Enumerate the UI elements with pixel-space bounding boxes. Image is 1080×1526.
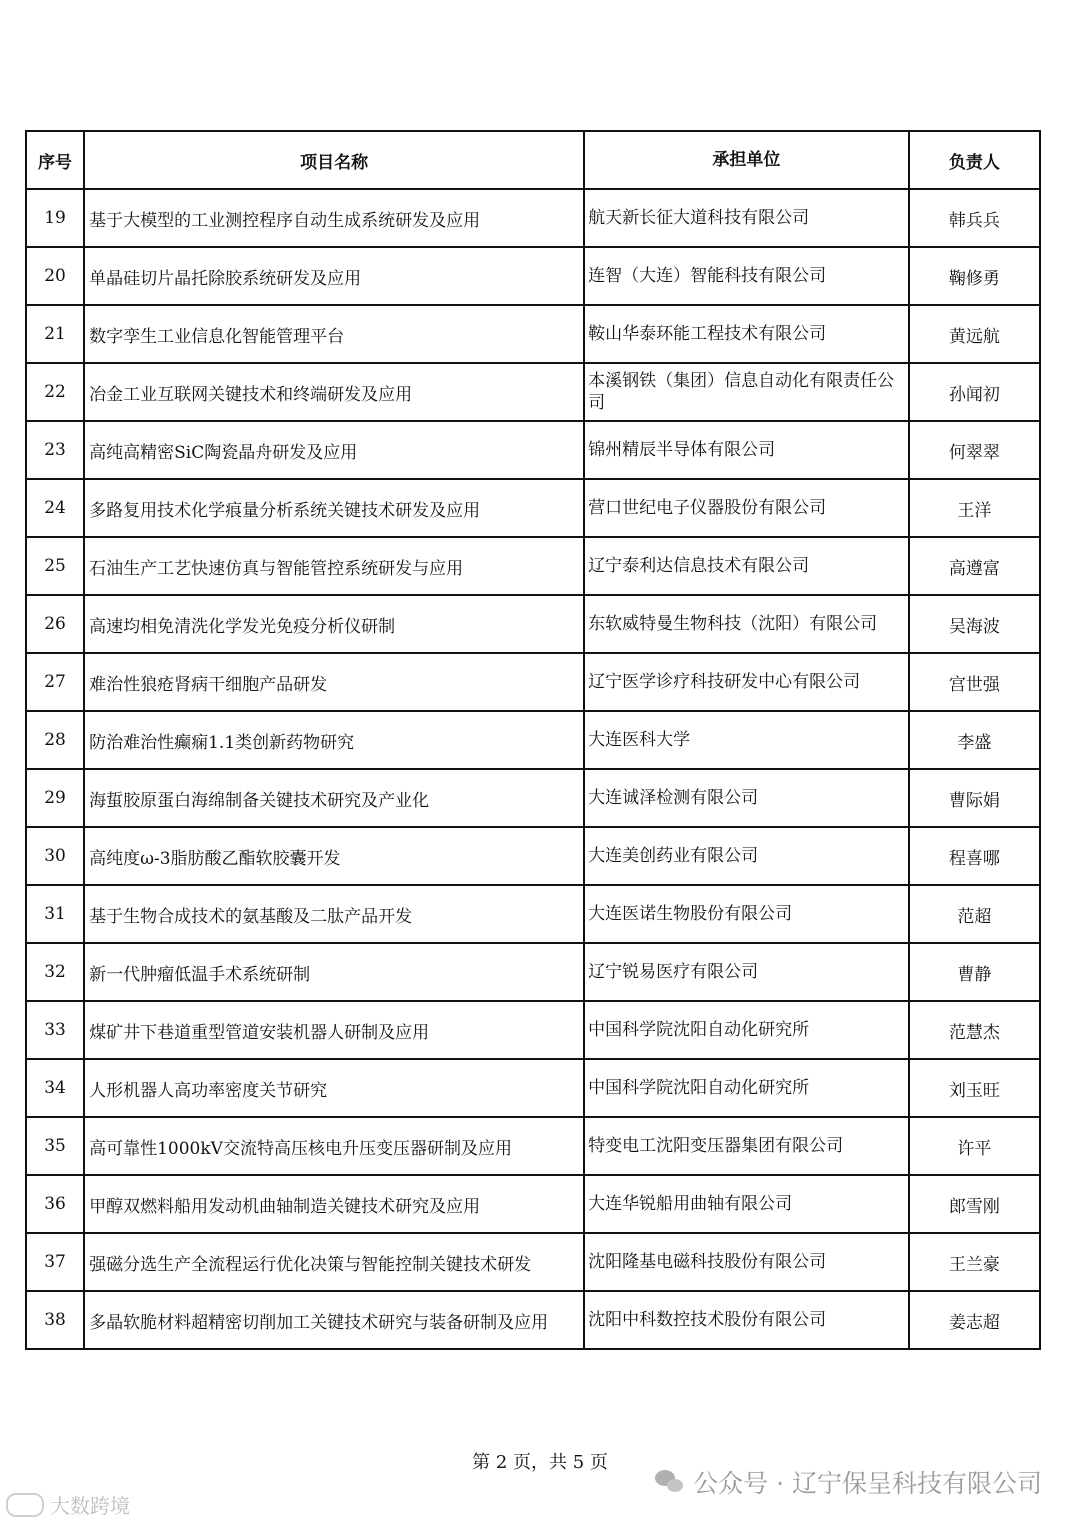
- cell-unit: 东软威特曼生物科技（沈阳）有限公司: [584, 595, 909, 653]
- table-row: [26, 653, 1040, 711]
- cell-no: 36: [26, 1175, 84, 1233]
- table-row: [26, 537, 1040, 595]
- table-row: [26, 1059, 1040, 1117]
- table-row: [26, 421, 1040, 479]
- cell-name: 数字孪生工业信息化智能管理平台: [84, 305, 584, 363]
- page-number: 第 2 页，共 5 页: [472, 1452, 608, 1473]
- cell-no: 38: [26, 1291, 84, 1349]
- cell-unit: 中国科学院沈阳自动化研究所: [584, 1001, 909, 1059]
- table-row: [26, 1117, 1040, 1175]
- cell-name: 甲醇双燃料船用发动机曲轴制造关键技术研究及应用: [84, 1175, 584, 1233]
- logo-icon: [6, 1493, 44, 1517]
- header-name: 项目名称: [84, 131, 584, 189]
- cell-name: 难治性狼疮肾病干细胞产品研发: [84, 653, 584, 711]
- cell-no: 30: [26, 827, 84, 885]
- cell-no: 31: [26, 885, 84, 943]
- table-row: [26, 189, 1040, 247]
- cell-no: 25: [26, 537, 84, 595]
- cell-lead: 范慧杰: [909, 1001, 1040, 1059]
- cell-no: 29: [26, 769, 84, 827]
- cell-unit: 大连华锐船用曲轴有限公司: [584, 1175, 909, 1233]
- cell-name: 基于大模型的工业测控程序自动生成系统研发及应用: [84, 189, 584, 247]
- cell-unit: 锦州精辰半导体有限公司: [584, 421, 909, 479]
- cell-no: 23: [26, 421, 84, 479]
- cell-no: 32: [26, 943, 84, 1001]
- table-row: [26, 827, 1040, 885]
- cell-unit: 大连医科大学: [584, 711, 909, 769]
- table-row: [26, 1001, 1040, 1059]
- cell-lead: 李盛: [909, 711, 1040, 769]
- cell-unit: 辽宁锐易医疗有限公司: [584, 943, 909, 1001]
- cell-unit: 航天新长征大道科技有限公司: [584, 189, 909, 247]
- cell-unit: 特变电工沈阳变压器集团有限公司: [584, 1117, 909, 1175]
- watermark-wechat: [655, 1464, 1042, 1500]
- header-lead: 负责人: [909, 131, 1040, 189]
- cell-lead: 吴海波: [909, 595, 1040, 653]
- header-unit: 承担单位: [584, 131, 909, 189]
- cell-lead: 范超: [909, 885, 1040, 943]
- wechat-icon: [655, 1470, 685, 1494]
- cell-name: 高纯度ω-3脂肪酸乙酯软胶囊开发: [84, 827, 584, 885]
- table-row: [26, 769, 1040, 827]
- cell-unit: 辽宁医学诊疗科技研发中心有限公司: [584, 653, 909, 711]
- cell-unit: 连智（大连）智能科技有限公司: [584, 247, 909, 305]
- cell-lead: 刘玉旺: [909, 1059, 1040, 1117]
- cell-unit: 沈阳中科数控技术股份有限公司: [584, 1291, 909, 1349]
- cell-name: 新一代肿瘤低温手术系统研制: [84, 943, 584, 1001]
- cell-unit: 鞍山华泰环能工程技术有限公司: [584, 305, 909, 363]
- cell-no: 33: [26, 1001, 84, 1059]
- table-row: [26, 595, 1040, 653]
- cell-name: 基于生物合成技术的氨基酸及二肽产品开发: [84, 885, 584, 943]
- cell-unit: 大连医诺生物股份有限公司: [584, 885, 909, 943]
- cell-name: 多晶软脆材料超精密切削加工关键技术研究与装备研制及应用: [84, 1291, 584, 1349]
- cell-no: 35: [26, 1117, 84, 1175]
- cell-no: 27: [26, 653, 84, 711]
- cell-unit: 大连诚泽检测有限公司: [584, 769, 909, 827]
- cell-name: 高纯高精密SiC陶瓷晶舟研发及应用: [84, 421, 584, 479]
- cell-lead: 王兰豪: [909, 1233, 1040, 1291]
- cell-no: 22: [26, 363, 84, 421]
- cell-unit: 大连美创药业有限公司: [584, 827, 909, 885]
- cell-no: 24: [26, 479, 84, 537]
- cell-name: 强磁分选生产全流程运行优化决策与智能控制关键技术研发: [84, 1233, 584, 1291]
- table-row: [26, 943, 1040, 1001]
- cell-lead: 高遵富: [909, 537, 1040, 595]
- table-row: [26, 1291, 1040, 1349]
- cell-lead: 许平: [909, 1117, 1040, 1175]
- header-no: 序号: [26, 131, 84, 189]
- table-body: [26, 189, 1040, 1349]
- cell-name: 多路复用技术化学痕量分析系统关键技术研发及应用: [84, 479, 584, 537]
- cell-name: 单晶硅切片晶托除胶系统研发及应用: [84, 247, 584, 305]
- cell-name: 煤矿井下巷道重型管道安装机器人研制及应用: [84, 1001, 584, 1059]
- table-row: [26, 247, 1040, 305]
- cell-lead: 韩兵兵: [909, 189, 1040, 247]
- cell-lead: 程喜哪: [909, 827, 1040, 885]
- cell-no: 21: [26, 305, 84, 363]
- table-row: [26, 711, 1040, 769]
- cell-name: 防治难治性癫痫1.1类创新药物研究: [84, 711, 584, 769]
- cell-lead: 王洋: [909, 479, 1040, 537]
- watermark-left: [6, 1490, 130, 1519]
- cell-no: 26: [26, 595, 84, 653]
- table-row: [26, 885, 1040, 943]
- cell-unit: 沈阳隆基电磁科技股份有限公司: [584, 1233, 909, 1291]
- cell-unit: 本溪钢铁（集团）信息自动化有限责任公司: [584, 363, 909, 421]
- table-row: [26, 1175, 1040, 1233]
- table-row: [26, 363, 1040, 421]
- cell-name: 高速均相免清洗化学发光免疫分析仪研制: [84, 595, 584, 653]
- cell-no: 34: [26, 1059, 84, 1117]
- cell-no: 37: [26, 1233, 84, 1291]
- cell-name: 高可靠性1000kV交流特高压核电升压变压器研制及应用: [84, 1117, 584, 1175]
- cell-lead: 何翠翠: [909, 421, 1040, 479]
- cell-unit: 营口世纪电子仪器股份有限公司: [584, 479, 909, 537]
- project-table: [25, 130, 1041, 1350]
- table-header-row: [26, 131, 1040, 189]
- cell-unit: 辽宁泰利达信息技术有限公司: [584, 537, 909, 595]
- cell-name: 石油生产工艺快速仿真与智能管控系统研发与应用: [84, 537, 584, 595]
- cell-name: 人形机器人高功率密度关节研究: [84, 1059, 584, 1117]
- cell-lead: 曹际娟: [909, 769, 1040, 827]
- table-row: [26, 1233, 1040, 1291]
- watermark-wechat-text: 公众号 · 辽宁保呈科技有限公司: [693, 1469, 1042, 1498]
- cell-lead: 姜志超: [909, 1291, 1040, 1349]
- cell-name: 海蜇胶原蛋白海绵制备关键技术研究及产业化: [84, 769, 584, 827]
- cell-lead: 郎雪刚: [909, 1175, 1040, 1233]
- table-row: [26, 479, 1040, 537]
- cell-no: 20: [26, 247, 84, 305]
- cell-no: 28: [26, 711, 84, 769]
- watermark-left-text: 大数跨境: [50, 1494, 130, 1518]
- cell-lead: 黄远航: [909, 305, 1040, 363]
- cell-lead: 鞠修勇: [909, 247, 1040, 305]
- table-row: [26, 305, 1040, 363]
- cell-lead: 孙闻初: [909, 363, 1040, 421]
- cell-name: 冶金工业互联网关键技术和终端研发及应用: [84, 363, 584, 421]
- cell-no: 19: [26, 189, 84, 247]
- cell-lead: 宫世强: [909, 653, 1040, 711]
- cell-lead: 曹静: [909, 943, 1040, 1001]
- cell-unit: 中国科学院沈阳自动化研究所: [584, 1059, 909, 1117]
